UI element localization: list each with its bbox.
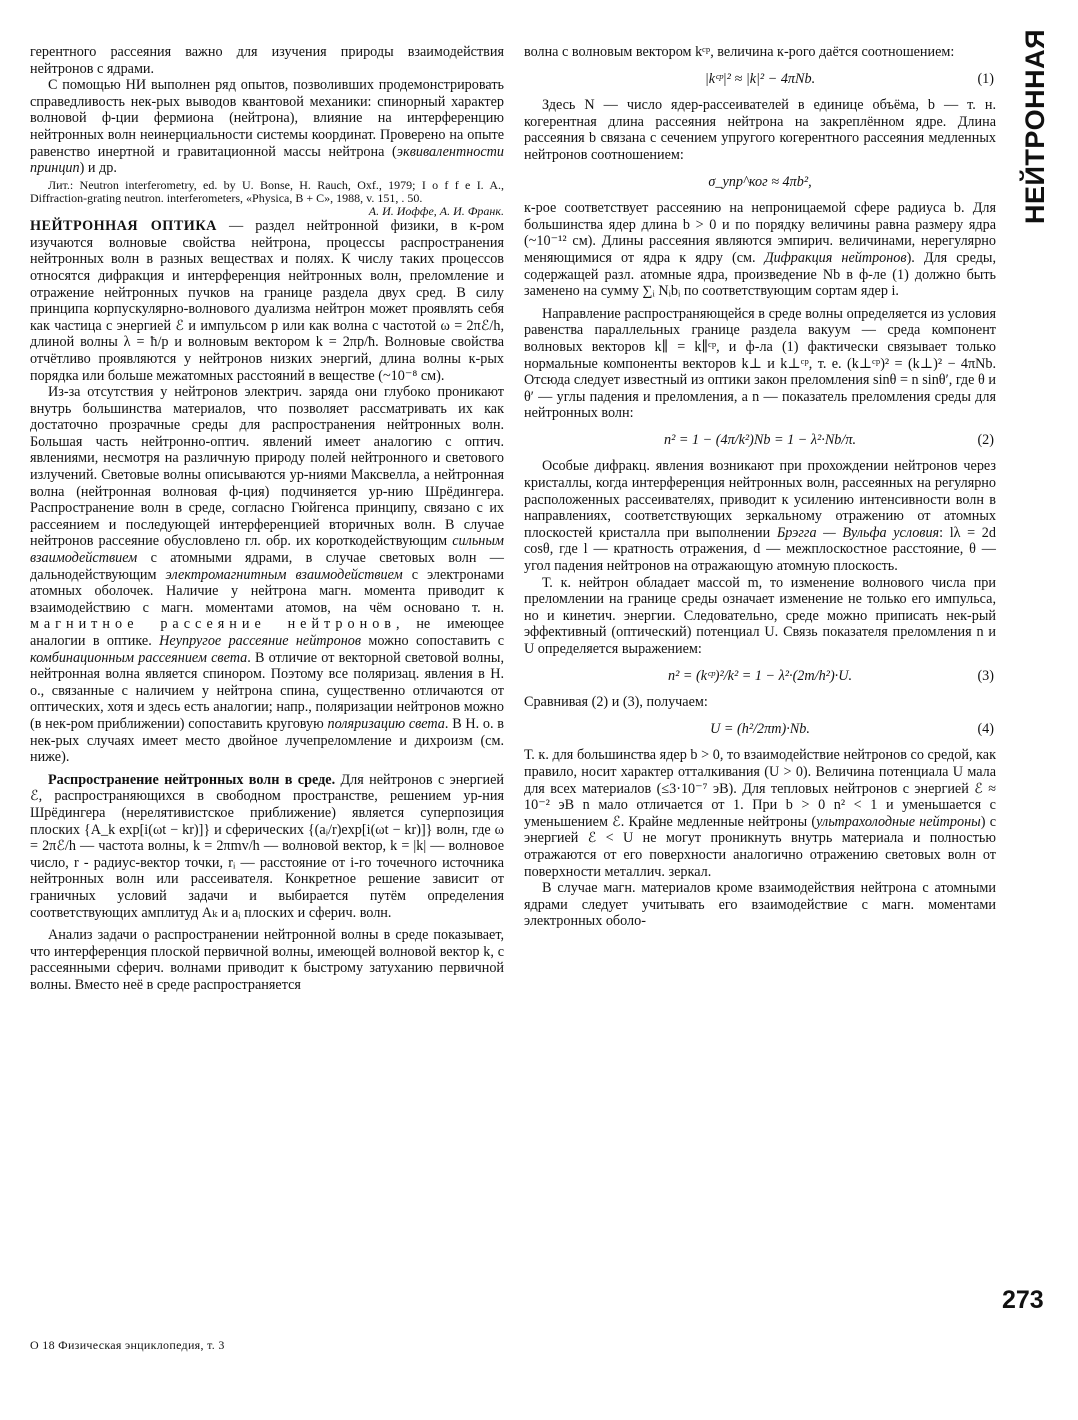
- paragraph: С помощью НИ выполнен ряд опытов, позволивших продемонстрировать справедливость нек-рых выводов квантовой механики: спинорный характер волновой ф-ции фермиона (нейтрона), влияние на интерференцию нейтронных волн неинерциальности системы координат. Проверено на опыте равенство инертной и гравитационной массы нейтрона (эквивалентности принцип) и др.: [30, 77, 504, 177]
- page-number: 273: [1002, 1286, 1044, 1314]
- paragraph: герентного рассеяния важно для изучения природы взаимодействия нейтронов с ядрами.: [30, 44, 504, 77]
- article-authors: А. И. Иоффе, А. И. Франк.: [368, 204, 504, 219]
- literature-reference: Лит.: Neutron interferometry, ed. by U. Bonse, H. Rauch, Oxf., 1979; I o f f e I. A., Diffraction-grating neutron. interferometers, «Physica, B + C», 1988, v. 151, . 50.: [30, 177, 504, 205]
- equation-4: U = (h²/2πm)·Nb. (4): [710, 720, 994, 737]
- paragraph: Направление распространяющейся в среде волны определяется из условия равенства параллельных границе раздела вакуум — среда компонент волновых векторов k∥ = k∥ᶜᵖ, и ф-ла (1) фактически связывает только нормальные компоненты векторов k⊥ и k⊥ᶜᵖ, т. е. (k⊥ᶜᵖ)² = (k⊥)² − 4πNb. Отсюда следует известный из оптики закон преломления sinθ = n sinθ′, где θ и θ′ — углы падения и преломления, а n — показатель преломления среды для нейтронных волн:: [524, 305, 996, 422]
- paragraph: Т. к. для большинства ядер b > 0, то взаимодействие нейтронов со средой, как правило, носит характер отталкивания (U > 0). Величина потенциала U мала для всех материалов (≤3·10⁻⁷ эВ). Для тепловых нейтронов с энергией ℰ ≈ 10⁻² эВ n мало отличается от 1. При b > 0 n² < 1 и уменьшается с уменьшением ℰ. Крайне медленные нейтроны (ультрахолодные нейтроны) с энергией ℰ < U не могут проникнуть внутрь материала и полностью отражаются от его поверхности аналогично отражению световых волн от поверхности металлич. зеркал.: [524, 747, 996, 880]
- paragraph: Здесь N — число ядер-рассеивателей в единице объёма, b — т. н. когерентная длина рассеяния нейтрона на закреплённом ядре. Длина рассеяния b связана с сечением упругого когерентного рассеяния медленных нейтронов соотношением:: [524, 97, 996, 163]
- left-column: [30, 44, 504, 993]
- paragraph: к-рое соответствует рассеянию на непроницаемой сфере радиуса b. Для большинства ядер длина b > 0 и по порядку величины равна размеру ядра (~10⁻¹² см). Длины рассеяния являются эмпирич. величинами, нерегулярно меняющимися от ядра к ядру (см. Дифракция нейтронов). Для среды, содержащей разл. атомные ядра, произведение Nb в ф-ле (1) должно быть заменено на сумму ∑ᵢ Nᵢbᵢ по соответствующим сортам ядер i.: [524, 200, 996, 300]
- equation-2: n² = 1 − (4π/k²)Nb = 1 − λ²·Nb/π. (2): [663, 431, 994, 448]
- right-column: [524, 44, 996, 930]
- paragraph: Распространение нейтронных волн в среде. Для нейтронов с энергией ℰ, распространяющихся в свободном пространстве, решением ур-ния Шрёдингера (нерелятивистское приближение) является суперпозиция плоских {A_k exp[i(ωt − kr)]} и сферических {(aᵢ/r)exp[i(ωt − kr)]} волн, где ω = 2πℰ/h — частота волны, k = 2πmv/h — волновой вектор, k = |k| — волновое число, r - радиус-вектор точки, rᵢ — расстояние от i-го точечного источника нейтронных волн или рассеивателя. Конкретное решение зависит от граничных условий задачи и выбирается путём определения соответствующих амплитуд Aₖ и aᵢ плоских и сферич. волн.: [30, 771, 504, 921]
- section-heading: Распространение нейтронных волн в среде.: [48, 771, 336, 788]
- paragraph: Из-за отсутствия у нейтронов электрич. заряда они глубоко проникают внутрь большинства материалов, что позволяет рассматривать их как достаточно прозрачные среды для распространения нейтронных волн. Большая часть нейтронно-оптич. явлений имеет аналогию с оптич. явлениями, несмотря на различную природу полей нейтронного и светового излучений. Световые волны описываются ур-ниями Максвелла, а нейтронная волна (нейтронная волновая ф-ция) подчиняется ур-нию Шрёдингера. Распространение волн в среде, согласно Гюйгенса принципу, связано с их рассеянием и последующей интерференцией вторичных волн. В случае нейтронов рассеяние обусловлено гл. обр. их короткодействующим сильным взаимодействием с атомными ядрами, в случае световых волн — дальнодействующим электромагнитным взаимодействием с электронами атомных оболочек. Наличие у нейтрона магн. момента приводит к взаимодействию с магн. моментами атомов, на чём основано т. н. магнитное рассеяние нейтронов, не имеющее аналогии в оптике. Неупругое рассеяние нейтронов можно сопоставить с комбинационным рассеянием света. В отличие от векторной световой волны, нейтронная волна является спинором. Поэтому все поляризац. явления в Н. о., связанные с наличием у нейтрона спина, существенно отличаются от оптических, хотя и здесь есть аналогии; напр., поляризации нейтронов можно (в нек-ром приближении) сопоставить круговую поляризацию света. В Н. о. в нек-рых случаях имеет место двойное лучепреломление и дихроизм (см. ниже).: [30, 384, 504, 766]
- paragraph: Т. к. нейтрон обладает массой m, то изменение волнового числа при преломлении на границе среды означает изменение не только его импульса, но и кинетич. энергии. Следовательно, среде можно приписать нек-рый эффективный (оптический) потенциал U. Связь показателя преломления n и U определяется выражением:: [524, 574, 996, 657]
- equation-3: n² = (kᶜᵖ)²/k² = 1 − λ²·(2m/h²)·U. (3): [667, 667, 994, 684]
- page-footer: О 18 Физическая энциклопедия, т. 3: [30, 1338, 225, 1352]
- paragraph: Особые дифракц. явления возникают при прохождении нейтронов через кристаллы, когда интерференция нейтронных волн, рассеянных на регулярно расположенных рассеивателях, приводит к усилению интенсивности волн в направлениях, соответствующих зеркальному отражению от атомных плоскостей кристалла при выполнении Брэгга — Вульфа условия: lλ = 2d cosθ, где l — кратность отражения, d — межплоскостное расстояние, θ — угол падения нейтронов на отражающую атомную плоскость.: [524, 458, 996, 575]
- paragraph: Сравнивая (2) и (3), получаем:: [524, 694, 708, 711]
- article-intro: НЕЙТРОННАЯ ОПТИКА — раздел нейтронной физики, в к-ром изучаются волновые свойства нейтрона, процессы распространения нейтронных волн в разных веществах и полях. К числу таких процессов относятся дифракция и интерференция нейтронных волн, преломление и отражение нейтронных пучков на границе раздела двух сред. В силу принципа корпускулярно-волнового дуализма нейтрон может проявлять себя как частица с энергией ℰ и импульсом p или как волна с частотой ω = 2πℰ/h, длиной волны λ = ħ/p и волновым вектором k = 2πp/ħ. Волновые свойства отчётливо проявляются у нейтронов низких энергий, длина волны к-рых порядка или больше межатомных расстояний в веществе (~10⁻⁸ см).: [30, 218, 504, 384]
- paragraph: Анализ задачи о распространении нейтронной волны в среде показывает, что интерференция плоской первичной волны, имеющей волновой вектор k, с рассеянными сферич. волнами приводит к быстрому затуханию первичной волны. Вместо неё в среде распространяется: [30, 927, 504, 993]
- article-headword: НЕЙТРОННАЯ ОПТИКА: [30, 218, 217, 235]
- equation-sigma: σ_упр^ког ≈ 4πb²,: [708, 173, 812, 190]
- equation-1: |kᶜᵖ|² ≈ |k|² − 4πNb. (1): [704, 70, 994, 87]
- paragraph: В случае магн. материалов кроме взаимодействия нейтрона с атомными ядрами следует учитывать его взаимодействие с магн. моментами электронных оболо-: [524, 880, 996, 930]
- running-head: НЕЙТРОННАЯ: [1019, 28, 1050, 224]
- paragraph: волна с волновым вектором kᶜᵖ, величина к-рого даётся соотношением:: [524, 44, 955, 60]
